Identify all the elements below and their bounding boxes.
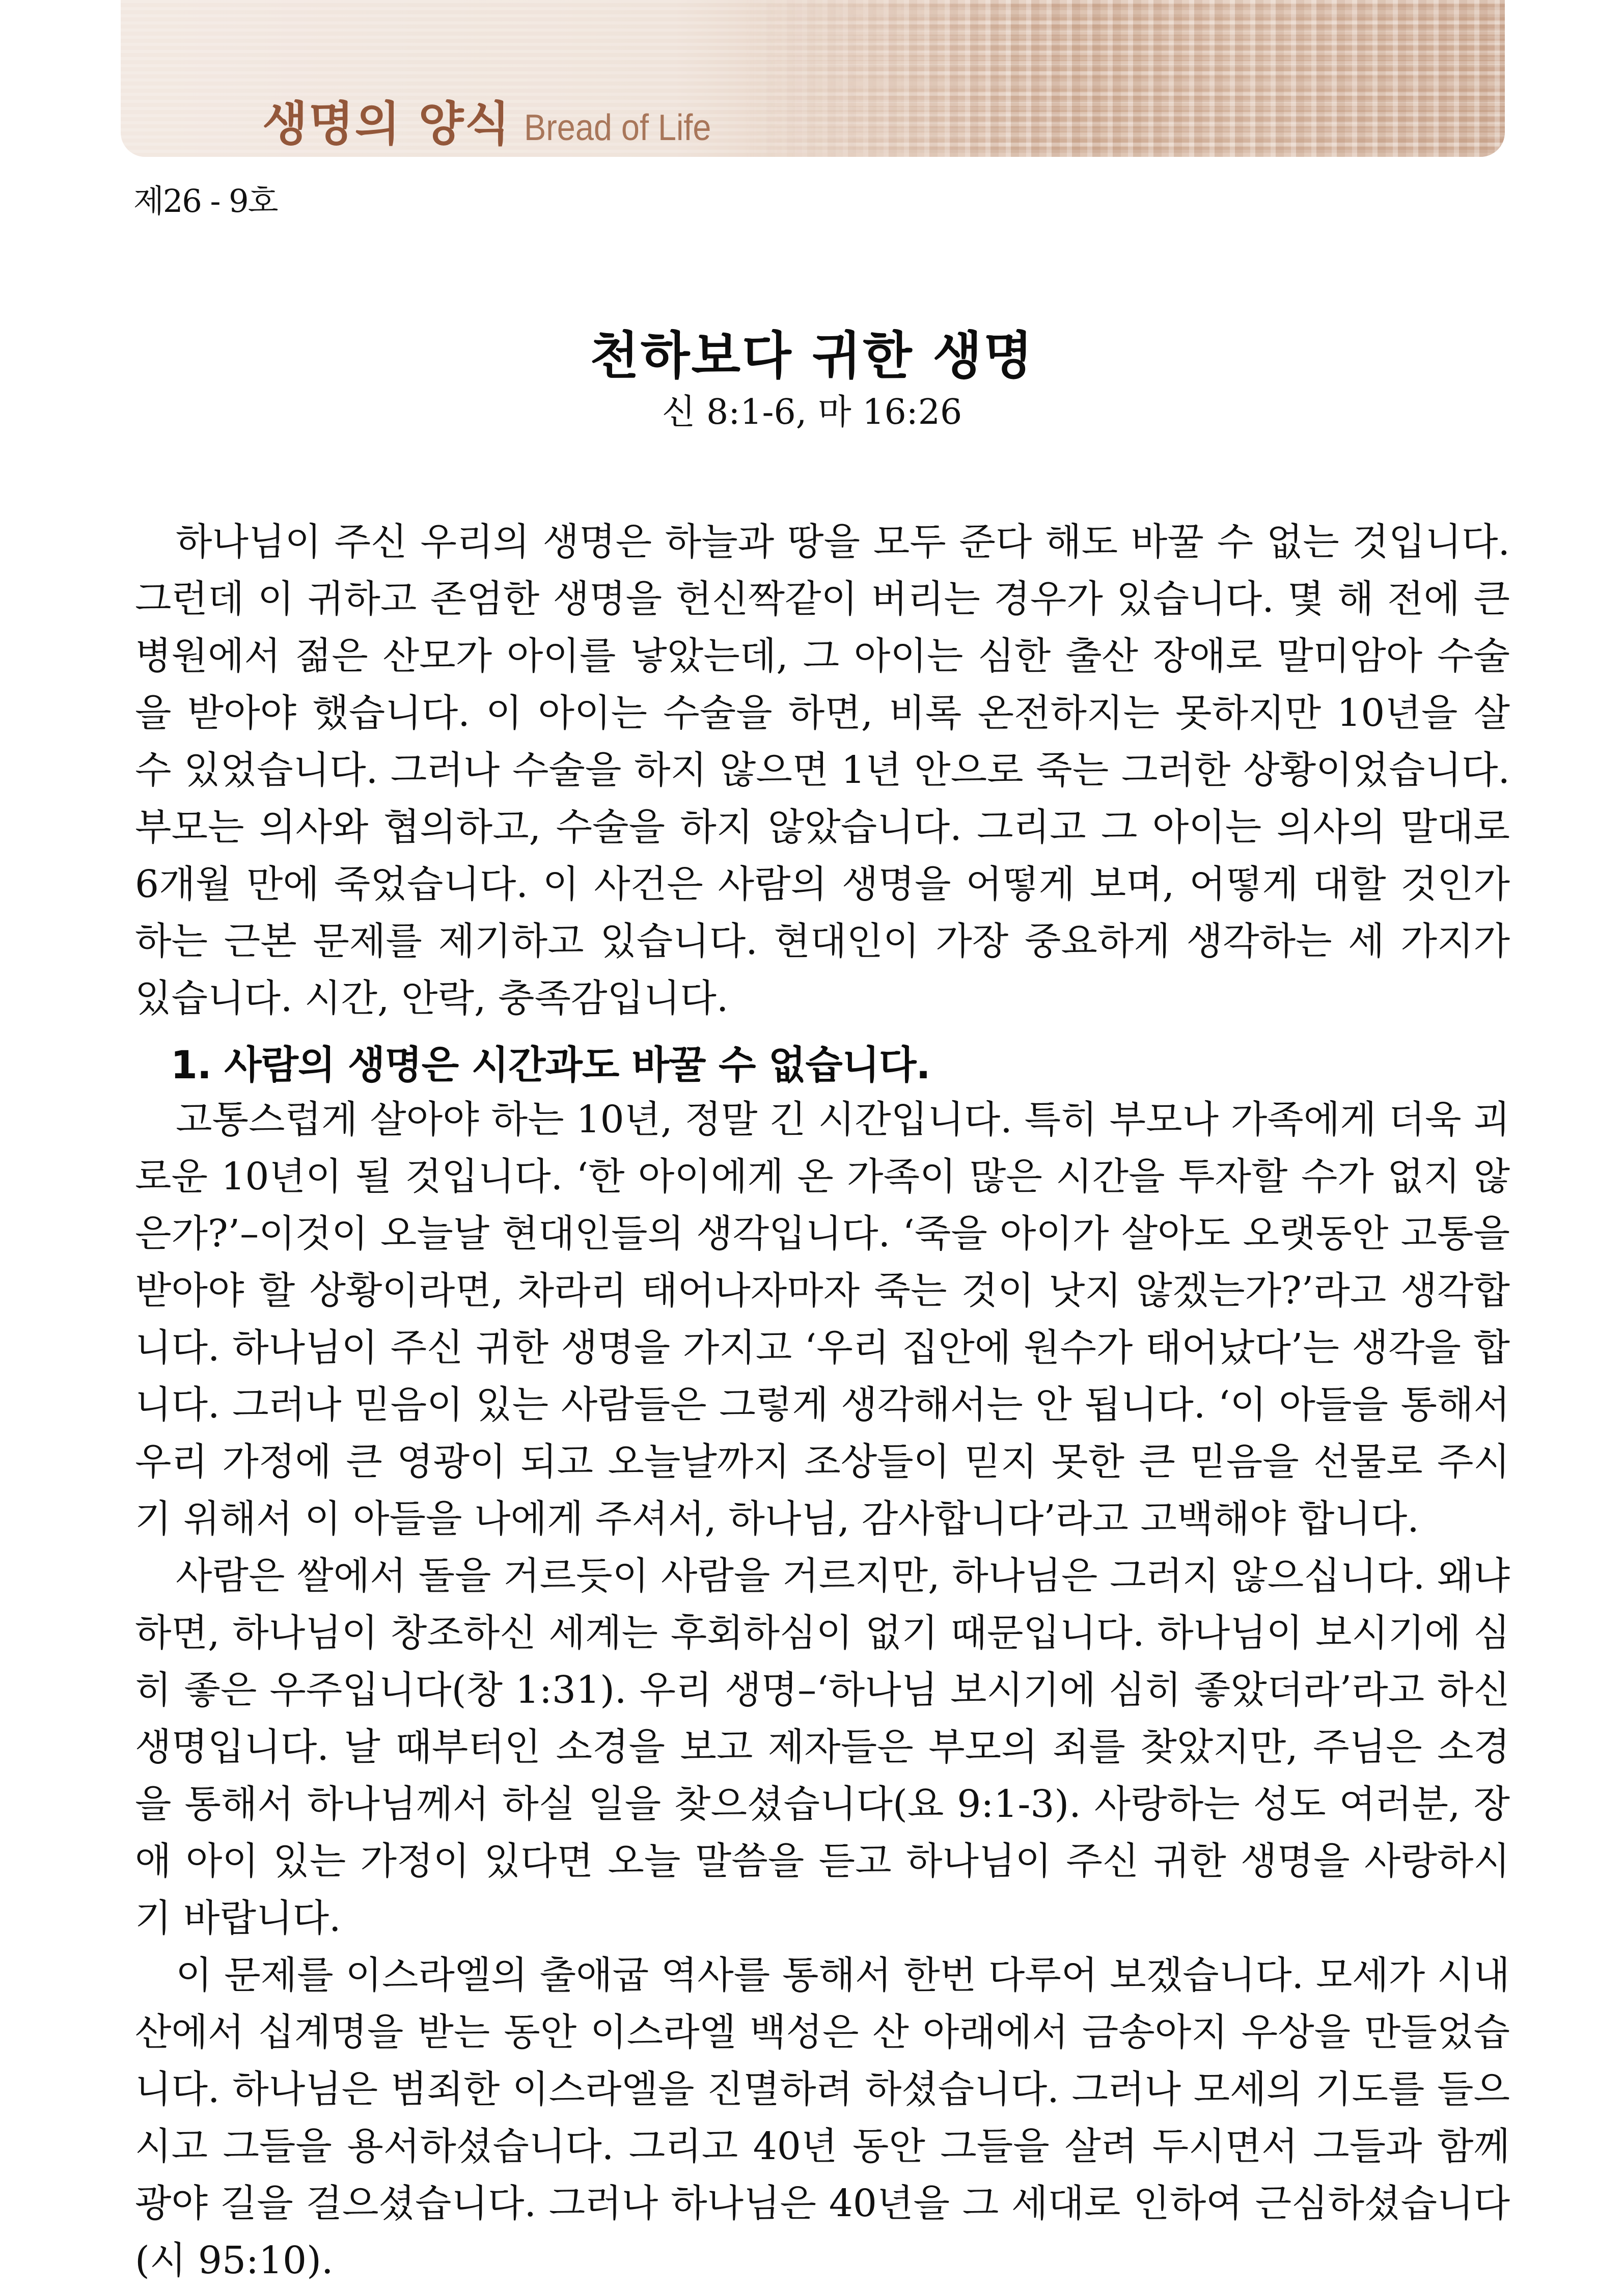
series-title-korean: 생명의 양식 (262, 97, 511, 151)
series-banner (121, 0, 1505, 157)
section-1-body (135, 1091, 1510, 2289)
issue-number: 제26 - 9호 (133, 182, 278, 220)
body-paragraph: 사람은 쌀에서 돌을 거르듯이 사람을 거르지만, 하나님은 그러지 않으십니다. 왜냐하면, 하나님이 창조하신 세계는 후회하심이 없기 때문입니다. 하나님이 보시기에 심히 좋은 우주입니다(창 1:31). 우리 생명–‘하나님 보시기에 심히 좋았더라’라고 하신 생명입니다. 날 때부터인 소경을 보고 제자들은 부모의 죄를 찾았지만, 주님은 소경을 통해서 하나님께서 하실 일을 찾으셨습니다(요 9:1-3). 사랑하는 성도 여러분, 장애 아이 있는 가정이 있다면 오늘 말씀을 듣고 하나님이 주신 귀한 생명을 사랑하시기 바랍니다. (135, 1554, 1510, 1940)
series-title-english: Bread of Life (524, 107, 711, 148)
body-paragraph: 이 문제를 이스라엘의 출애굽 역사를 통해서 한번 다루어 보겠습니다. 모세가 시내산에서 십계명을 받는 동안 이스라엘 백성은 산 아래에서 금송아지 우상을 만들었습니다. 하나님은 범죄한 이스라엘을 진멸하려 하셨습니다. 그러나 모세의 기도를 들으시고 그들을 용서하셨습니다. 그리고 40년 동안 그들을 살려 두시면서 그들과 함께 광야 길을 걸으셨습니다. 그러나 하나님은 40년을 그 세대로 인하여 근심하셨습니다(시 95:10). (135, 1953, 1510, 2282)
banner-photo-background (741, 0, 1505, 157)
scripture-reference: 신 8:1-6, 마 16:26 (662, 392, 962, 432)
intro-section (135, 513, 1510, 1027)
series-title (262, 87, 732, 154)
section-heading: 1. 사람의 생명은 시간과도 바꿀 수 없습니다. (171, 1042, 930, 1087)
intro-paragraph: 하나님이 주신 우리의 생명은 하늘과 땅을 모두 준다 해도 바꿀 수 없는 것입니다. 그런데 이 귀하고 존엄한 생명을 헌신짝같이 버리는 경우가 있습니다. 몇 해 전에 큰 병원에서 젊은 산모가 아이를 낳았는데, 그 아이는 심한 출산 장애로 말미암아 수술을 받아야 했습니다. 이 아이는 수술을 하면, 비록 온전하지는 못하지만 10년을 살 수 있었습니다. 그러나 수술을 하지 않으면 1년 안으로 죽는 그러한 상황이었습니다. 부모는 의사와 협의하고, 수술을 하지 않았습니다. 그리고 그 아이는 의사의 말대로 6개월 만에 죽었습니다. 이 사건은 사람의 생명을 어떻게 보며, 어떻게 대할 것인가 하는 근본 문제를 제기하고 있습니다. 현대인이 가장 중요하게 생각하는 세 가지가 있습니다. 시간, 안락, 충족감입니다. (135, 520, 1510, 1020)
body-paragraph: 고통스럽게 살아야 하는 10년, 정말 긴 시간입니다. 특히 부모나 가족에게 더욱 괴로운 10년이 될 것입니다. ‘한 아이에게 온 가족이 많은 시간을 투자할 수가 없지 않은가?’–이것이 오늘날 현대인들의 생각입니다. ‘죽을 아이가 살아도 오랫동안 고통을 받아야 할 상황이라면, 차라리 태어나자마자 죽는 것이 낫지 않겠는가?’라고 생각합니다. 하나님이 주신 귀한 생명을 가지고 ‘우리 집안에 원수가 태어났다’는 생각을 합니다. 그러나 믿음이 있는 사람들은 그렇게 생각해서는 안 됩니다. ‘이 아들을 통해서 우리 가정에 큰 영광이 되고 오늘날까지 조상들이 믿지 못한 큰 믿음을 선물로 주시기 위해서 이 아들을 나에게 주셔서, 하나님, 감사합니다’라고 고백해야 합니다. (135, 1098, 1510, 1541)
sermon-title: 천하보다 귀한 생명 (590, 326, 1034, 386)
